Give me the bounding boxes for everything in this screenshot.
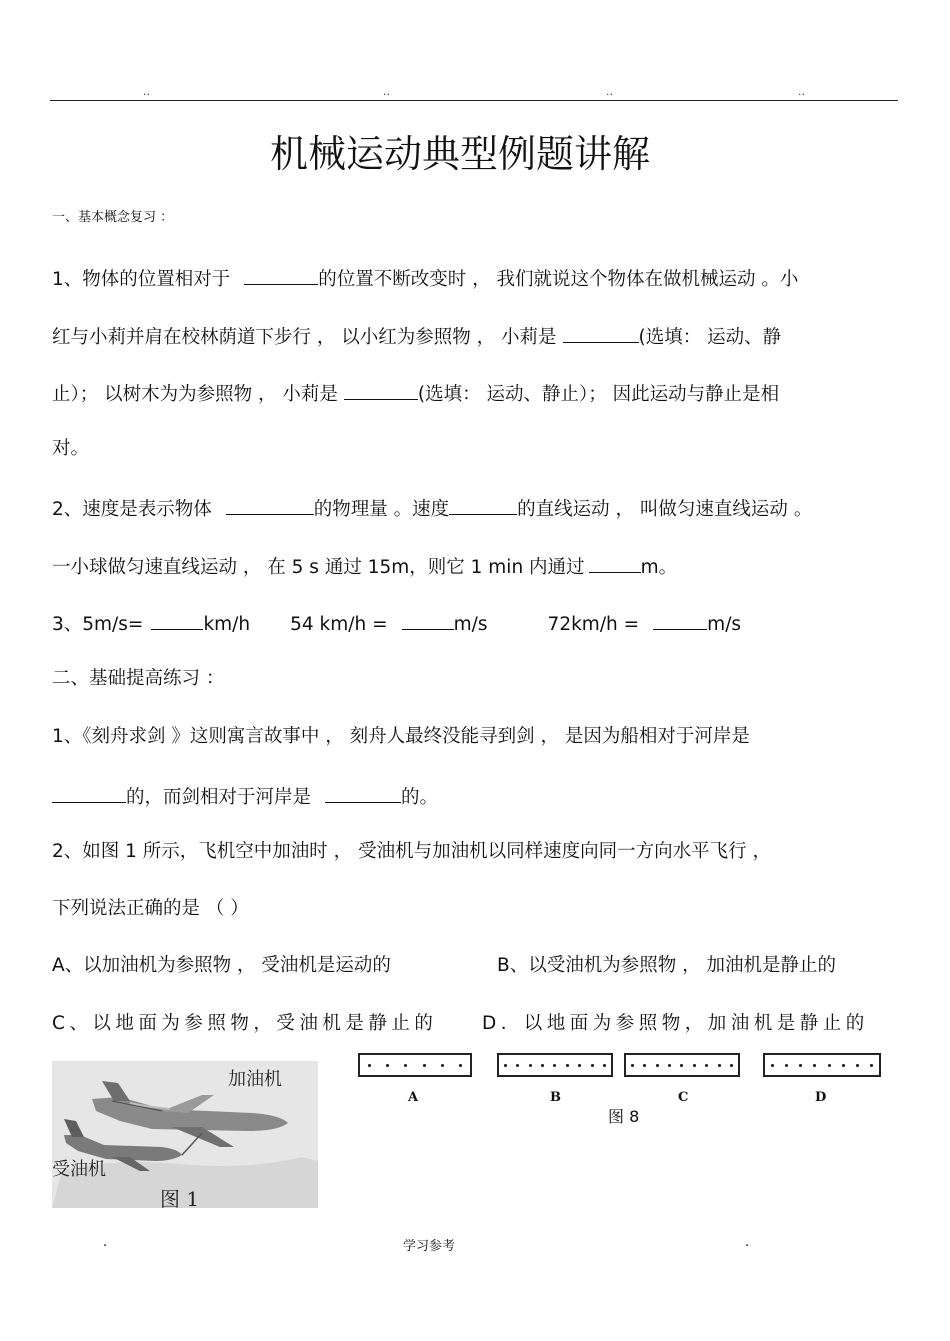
option-b: B、以受油机为参照物 ， 加油机是静止的	[497, 955, 836, 976]
text: (选填： 运动、静止）； 因此运动与静止是相	[417, 384, 780, 405]
s1-q2-line2	[52, 552, 677, 581]
answer-blank[interactable]	[52, 782, 126, 803]
figure-8-label-a: A	[408, 1090, 419, 1105]
text: 的位置不断改变时 ， 我们就说这个物体在做机械运动 。小	[318, 269, 799, 290]
text: 的，而剑相对于河岸是	[126, 787, 312, 808]
s2-q1-line2	[52, 782, 438, 811]
figure-1-label-tanker: 加油机	[228, 1069, 282, 1090]
header-dots: ..	[383, 85, 390, 98]
answer-blank[interactable]	[325, 782, 401, 803]
unit: km/h	[203, 614, 251, 635]
option-d: D．以地面为参照物，加油机是静止的	[482, 1013, 869, 1034]
answer-blank[interactable]	[226, 494, 314, 515]
figure-8-label-d: D	[815, 1090, 827, 1105]
header-dots: ..	[606, 85, 613, 98]
text: 2、速度是表示物体	[52, 499, 212, 520]
answer-blank[interactable]	[244, 264, 318, 285]
s1-q1-line1	[52, 264, 798, 293]
figure-1-image	[52, 1061, 318, 1208]
s2-q1-line1: 1、《刻舟求剑 》这则寓言故事中 ， 刻舟人最终没能寻到剑 ， 是因为船相对于河岸是	[52, 726, 750, 747]
text: 54 km/h =	[290, 614, 388, 635]
text: m。	[640, 557, 678, 578]
s1-q1-line3	[52, 379, 779, 408]
answer-blank[interactable]	[402, 609, 454, 630]
section1-heading: 一、基本概念复习 ：	[52, 210, 174, 225]
text: 3、5m/s=	[52, 614, 144, 635]
s1-q1-line2	[52, 322, 781, 351]
unit: m/s	[453, 614, 488, 635]
tape-strip-b	[497, 1053, 613, 1077]
footer-right: .	[745, 1235, 750, 1250]
figure-8-label-c: C	[678, 1090, 689, 1105]
answer-blank[interactable]	[344, 379, 418, 400]
figure-1-label-receiver: 受油机	[52, 1159, 106, 1180]
s1-q3-line	[52, 609, 741, 638]
text: 红与小莉并肩在校林荫道下步行 ， 以小红为参照物 ， 小莉是	[52, 327, 557, 348]
text: (选填： 运动、静	[638, 327, 782, 348]
s1-q2-line1	[52, 494, 812, 523]
text: 的直线运动 ， 叫做匀速直线运动 。	[517, 499, 813, 520]
header-dots: ..	[143, 85, 150, 98]
s1-q1-line4: 对。	[52, 438, 90, 459]
text: 的。	[401, 787, 439, 808]
option-c: C、以地面为参照物，受油机是静止的	[52, 1013, 438, 1034]
s2-q2-line1: 2、如图 1 所示，飞机空中加油时 ， 受油机与加油机以同样速度向同一方向水平飞行 ，	[52, 841, 771, 862]
text: 的物理量 。速度	[313, 499, 450, 520]
answer-blank[interactable]	[151, 609, 203, 630]
footer-left: .	[103, 1235, 108, 1250]
text: 止）； 以树木为为参照物 ， 小莉是	[52, 384, 338, 405]
page-title: 机械运动典型例题讲解	[269, 132, 650, 176]
header-rule	[50, 100, 898, 101]
figure-1-caption: 图 1	[160, 1187, 200, 1208]
unit: m/s	[707, 614, 742, 635]
tape-strip-a	[358, 1053, 472, 1077]
tape-strip-d	[763, 1053, 881, 1077]
answer-blank[interactable]	[563, 322, 639, 343]
option-a: A、以加油机为参照物 ， 受油机是运动的	[52, 955, 391, 976]
tape-strip-c	[624, 1053, 740, 1077]
answer-blank[interactable]	[449, 494, 517, 515]
answer-blank[interactable]	[653, 609, 707, 630]
section2-heading: 二、基础提高练习 ：	[52, 668, 225, 689]
header-dots: ..	[798, 85, 805, 98]
answer-blank[interactable]	[589, 552, 641, 573]
text: 1、物体的位置相对于	[52, 269, 231, 290]
text: 72km/h =	[547, 614, 640, 635]
figure-8-label-b: B	[550, 1090, 561, 1105]
footer-center: 学习参考	[403, 1239, 456, 1254]
text: 一小球做匀速直线运动 ， 在 5 s 通过 15m，则它 1 min 内通过	[52, 557, 585, 578]
figure-8-caption: 图 8	[608, 1107, 640, 1126]
s2-q2-line2: 下列说法正确的是 （ ）	[52, 898, 249, 919]
